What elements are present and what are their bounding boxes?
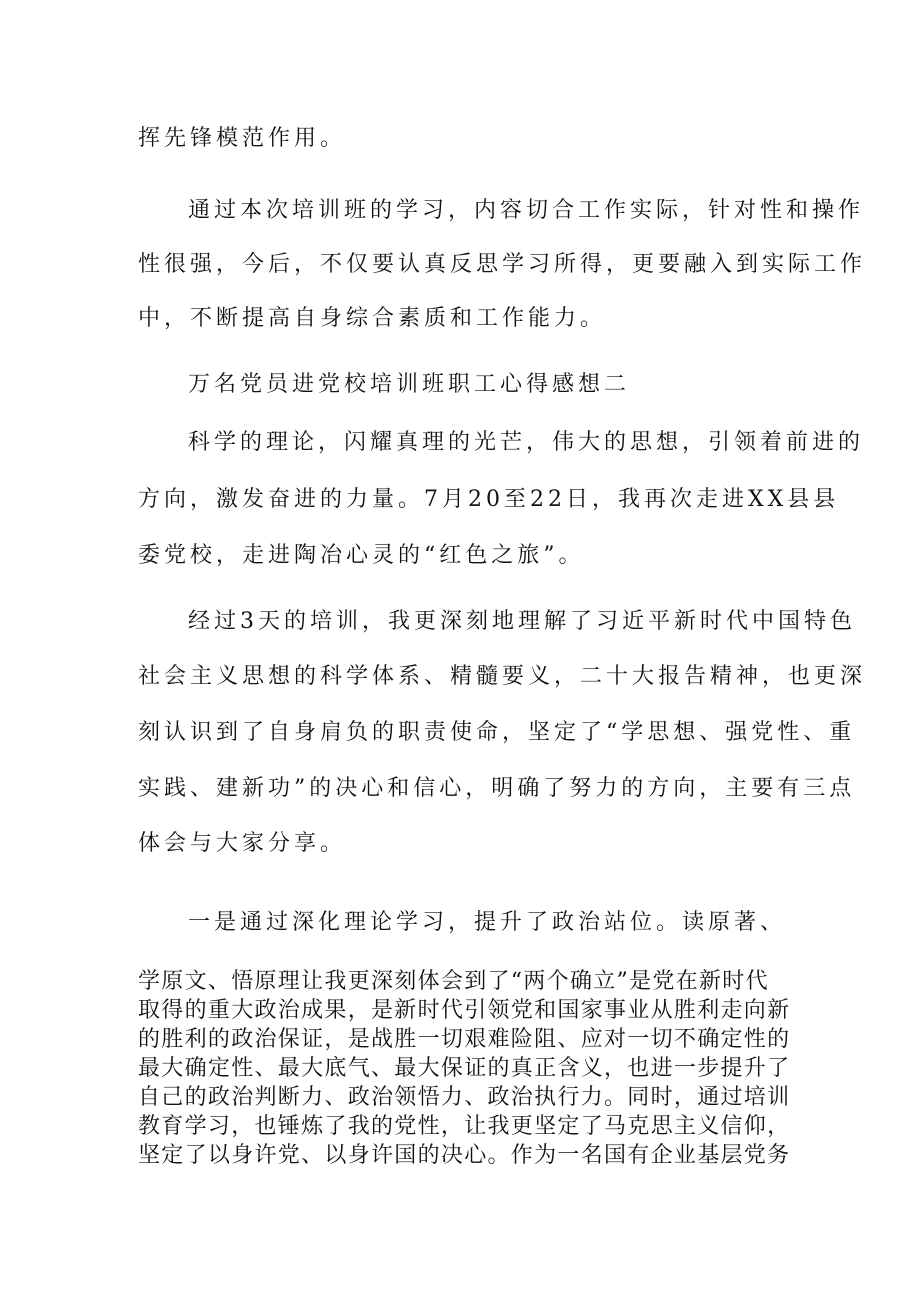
paragraph-line: 的胜利的政治保证，是战胜一切艰难险阻、应对一切不确定性的 [138, 1027, 791, 1052]
paragraph-line: 取得的重大政治成果，是新时代引领党和国家事业从胜利走向新 [138, 998, 791, 1023]
paragraph-line: 最大确定性、最大底气、最大保证的真正含义，也进一步提升了 [138, 1056, 791, 1081]
paragraph-line: 一是通过深化理论学习，提升了政治站位。读原著、 [188, 910, 787, 935]
paragraph-line: 中，不断提高自身综合素质和工作能力。 [138, 306, 607, 331]
paragraph-line: 刻认识到了自身肩负的职责使命，坚定了“学思想、强党性、重 [138, 720, 856, 745]
paragraph-line: 体会与大家分享。 [138, 831, 347, 856]
paragraph-line: 坚定了以身许党、以身许国的决心。作为一名国有企业基层党务 [138, 1143, 791, 1168]
section-heading: 万名党员进党校培训班职工心得感想二 [188, 372, 631, 397]
paragraph-line: 科学的理论，闪耀真理的光芒，伟大的思想，引领着前进的 [188, 430, 865, 455]
paragraph-line: 性很强，今后，不仅要认真反思学习所得，更要融入到实际工作 [138, 252, 867, 277]
paragraph-line: 自己的政治判断力、政治领悟力、政治执行力。同时，通过培训 [138, 1085, 791, 1110]
paragraph-line: 社会主义思想的科学体系、精髓要义，二十大报告精神，也更深 [138, 664, 867, 689]
paragraph-line: 挥先锋模范作用。 [138, 126, 347, 151]
paragraph-line: 委党校，走进陶冶心灵的“红色之旅”。 [138, 543, 585, 568]
paragraph-line: 经过3天的培训，我更深刻地理解了习近平新时代中国特色 [188, 609, 856, 634]
paragraph-line: 学原文、悟原理让我更深刻体会到了“两个确立”是党在新时代 [138, 969, 769, 994]
paragraph-line: 实践、建新功”的决心和信心，明确了努力的方向，主要有三点 [138, 776, 856, 801]
paragraph-line: 方向，激发奋进的力量。7月20至22日，我再次走进XX县县 [138, 487, 840, 512]
paragraph-line: 通过本次培训班的学习，内容切合工作实际，针对性和操作 [188, 198, 865, 223]
paragraph-line: 教育学习，也锤炼了我的党性，让我更坚定了马克思主义信仰， [138, 1114, 791, 1139]
